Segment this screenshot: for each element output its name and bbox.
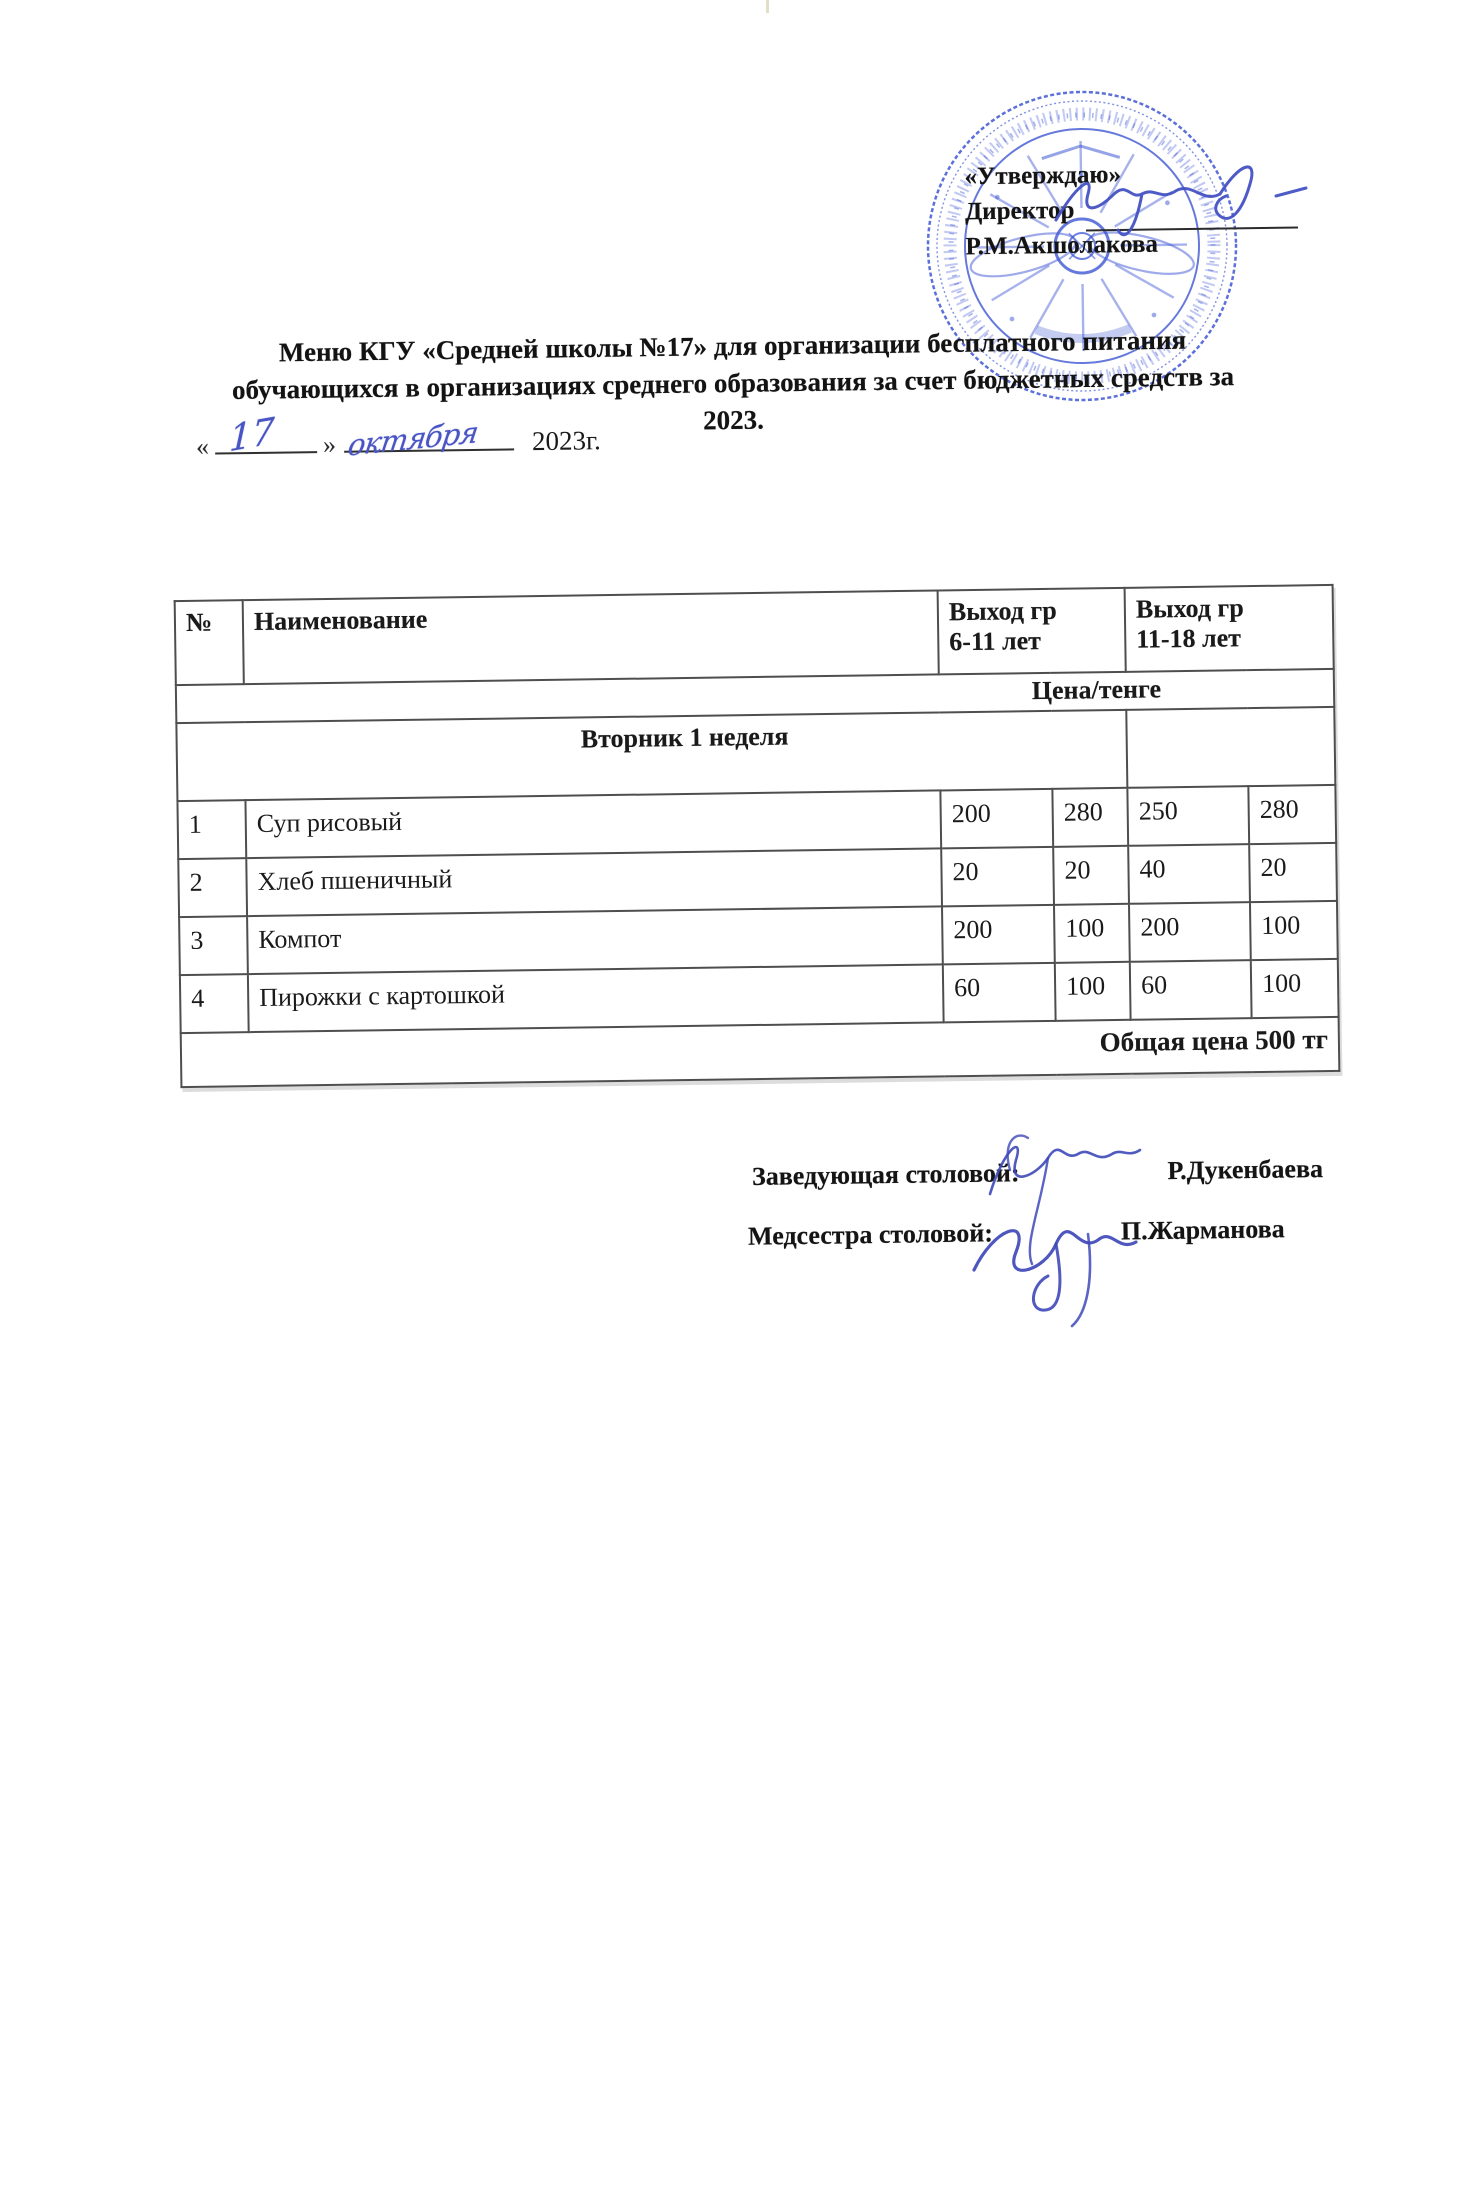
table-header-row (175, 585, 1334, 685)
signature-name: Р.Дукенбаева (1167, 1154, 1324, 1186)
day-row-empty-cell (1126, 707, 1335, 788)
menu-table (174, 584, 1341, 1088)
row-out2: 250 (1127, 786, 1249, 846)
header-out-6-11 (938, 588, 1126, 675)
signature-label: Заведующая столовой: (751, 1158, 1020, 1191)
date-year: 2023г. (531, 425, 602, 457)
price-label: Цена/тенге (176, 669, 1334, 723)
row-number: 4 (180, 974, 249, 1033)
title-line-1: Меню КГУ «Средней школы №17» для организации бесплатного питания (278, 324, 1187, 368)
row-price2: 100 (1251, 959, 1339, 1018)
header-out-11-18-line1: Выход гр (1135, 593, 1244, 624)
row-number: 1 (177, 800, 246, 859)
handwritten-month: октября (345, 414, 481, 463)
row-price2: 280 (1248, 785, 1336, 844)
month-underline (344, 412, 515, 463)
row-out1: 60 (943, 963, 1056, 1023)
approval-director-line: Директор (964, 196, 1075, 226)
approval-approve-line: «Утверждаю» (964, 161, 1122, 191)
signature-label: Медсестра столовой: (747, 1218, 994, 1251)
row-out2: 60 (1130, 960, 1252, 1020)
row-price2: 100 (1250, 901, 1338, 960)
header-out-11-18-line2: 11-18 лет (1136, 623, 1242, 654)
header-out-11-18 (1125, 585, 1334, 672)
title-line-3: 2023. (702, 404, 765, 436)
row-out2: 40 (1128, 844, 1250, 904)
signature-name: П.Жарманова (1120, 1214, 1285, 1246)
row-price2: 20 (1249, 843, 1337, 902)
title-line-2: обучающихся в организациях среднего образования за счет бюджетных средств за (231, 361, 1235, 405)
row-name: Пирожки с картошкой (248, 964, 944, 1032)
row-price1: 20 (1053, 846, 1129, 905)
close-quote: » (322, 429, 337, 460)
header-name: Наименование (243, 590, 939, 684)
scan-artifact (766, 0, 769, 13)
row-name: Суп рисовый (245, 790, 941, 858)
open-quote: « (195, 431, 210, 461)
row-out2: 200 (1129, 902, 1251, 962)
day-underline (215, 410, 318, 461)
approval-director-name: Р.М.Акшолакова (965, 230, 1159, 261)
row-out1: 20 (941, 847, 1054, 907)
row-out1: 200 (942, 905, 1055, 965)
bottom-signatures-scribble (950, 1112, 1180, 1332)
header-out-6-11-line1: Выход гр (948, 595, 1057, 627)
row-price1: 100 (1054, 904, 1130, 963)
director-signature-scribble (1038, 152, 1328, 262)
row-price1: 100 (1055, 962, 1131, 1021)
date-line (196, 411, 601, 469)
day-label: Вторник 1 неделя (176, 710, 1127, 801)
handwritten-day: 17 (228, 410, 276, 461)
total-label: Общая цена 500 тг (181, 1017, 1340, 1087)
header-number: № (175, 600, 244, 685)
row-name: Компот (247, 906, 943, 974)
row-number: 3 (179, 916, 248, 975)
row-name: Хлеб пшеничный (246, 848, 942, 916)
row-number: 2 (178, 858, 247, 917)
row-out1: 200 (940, 789, 1053, 849)
row-price1: 280 (1052, 788, 1128, 847)
header-out-6-11-line2: 6-11 лет (949, 626, 1042, 657)
